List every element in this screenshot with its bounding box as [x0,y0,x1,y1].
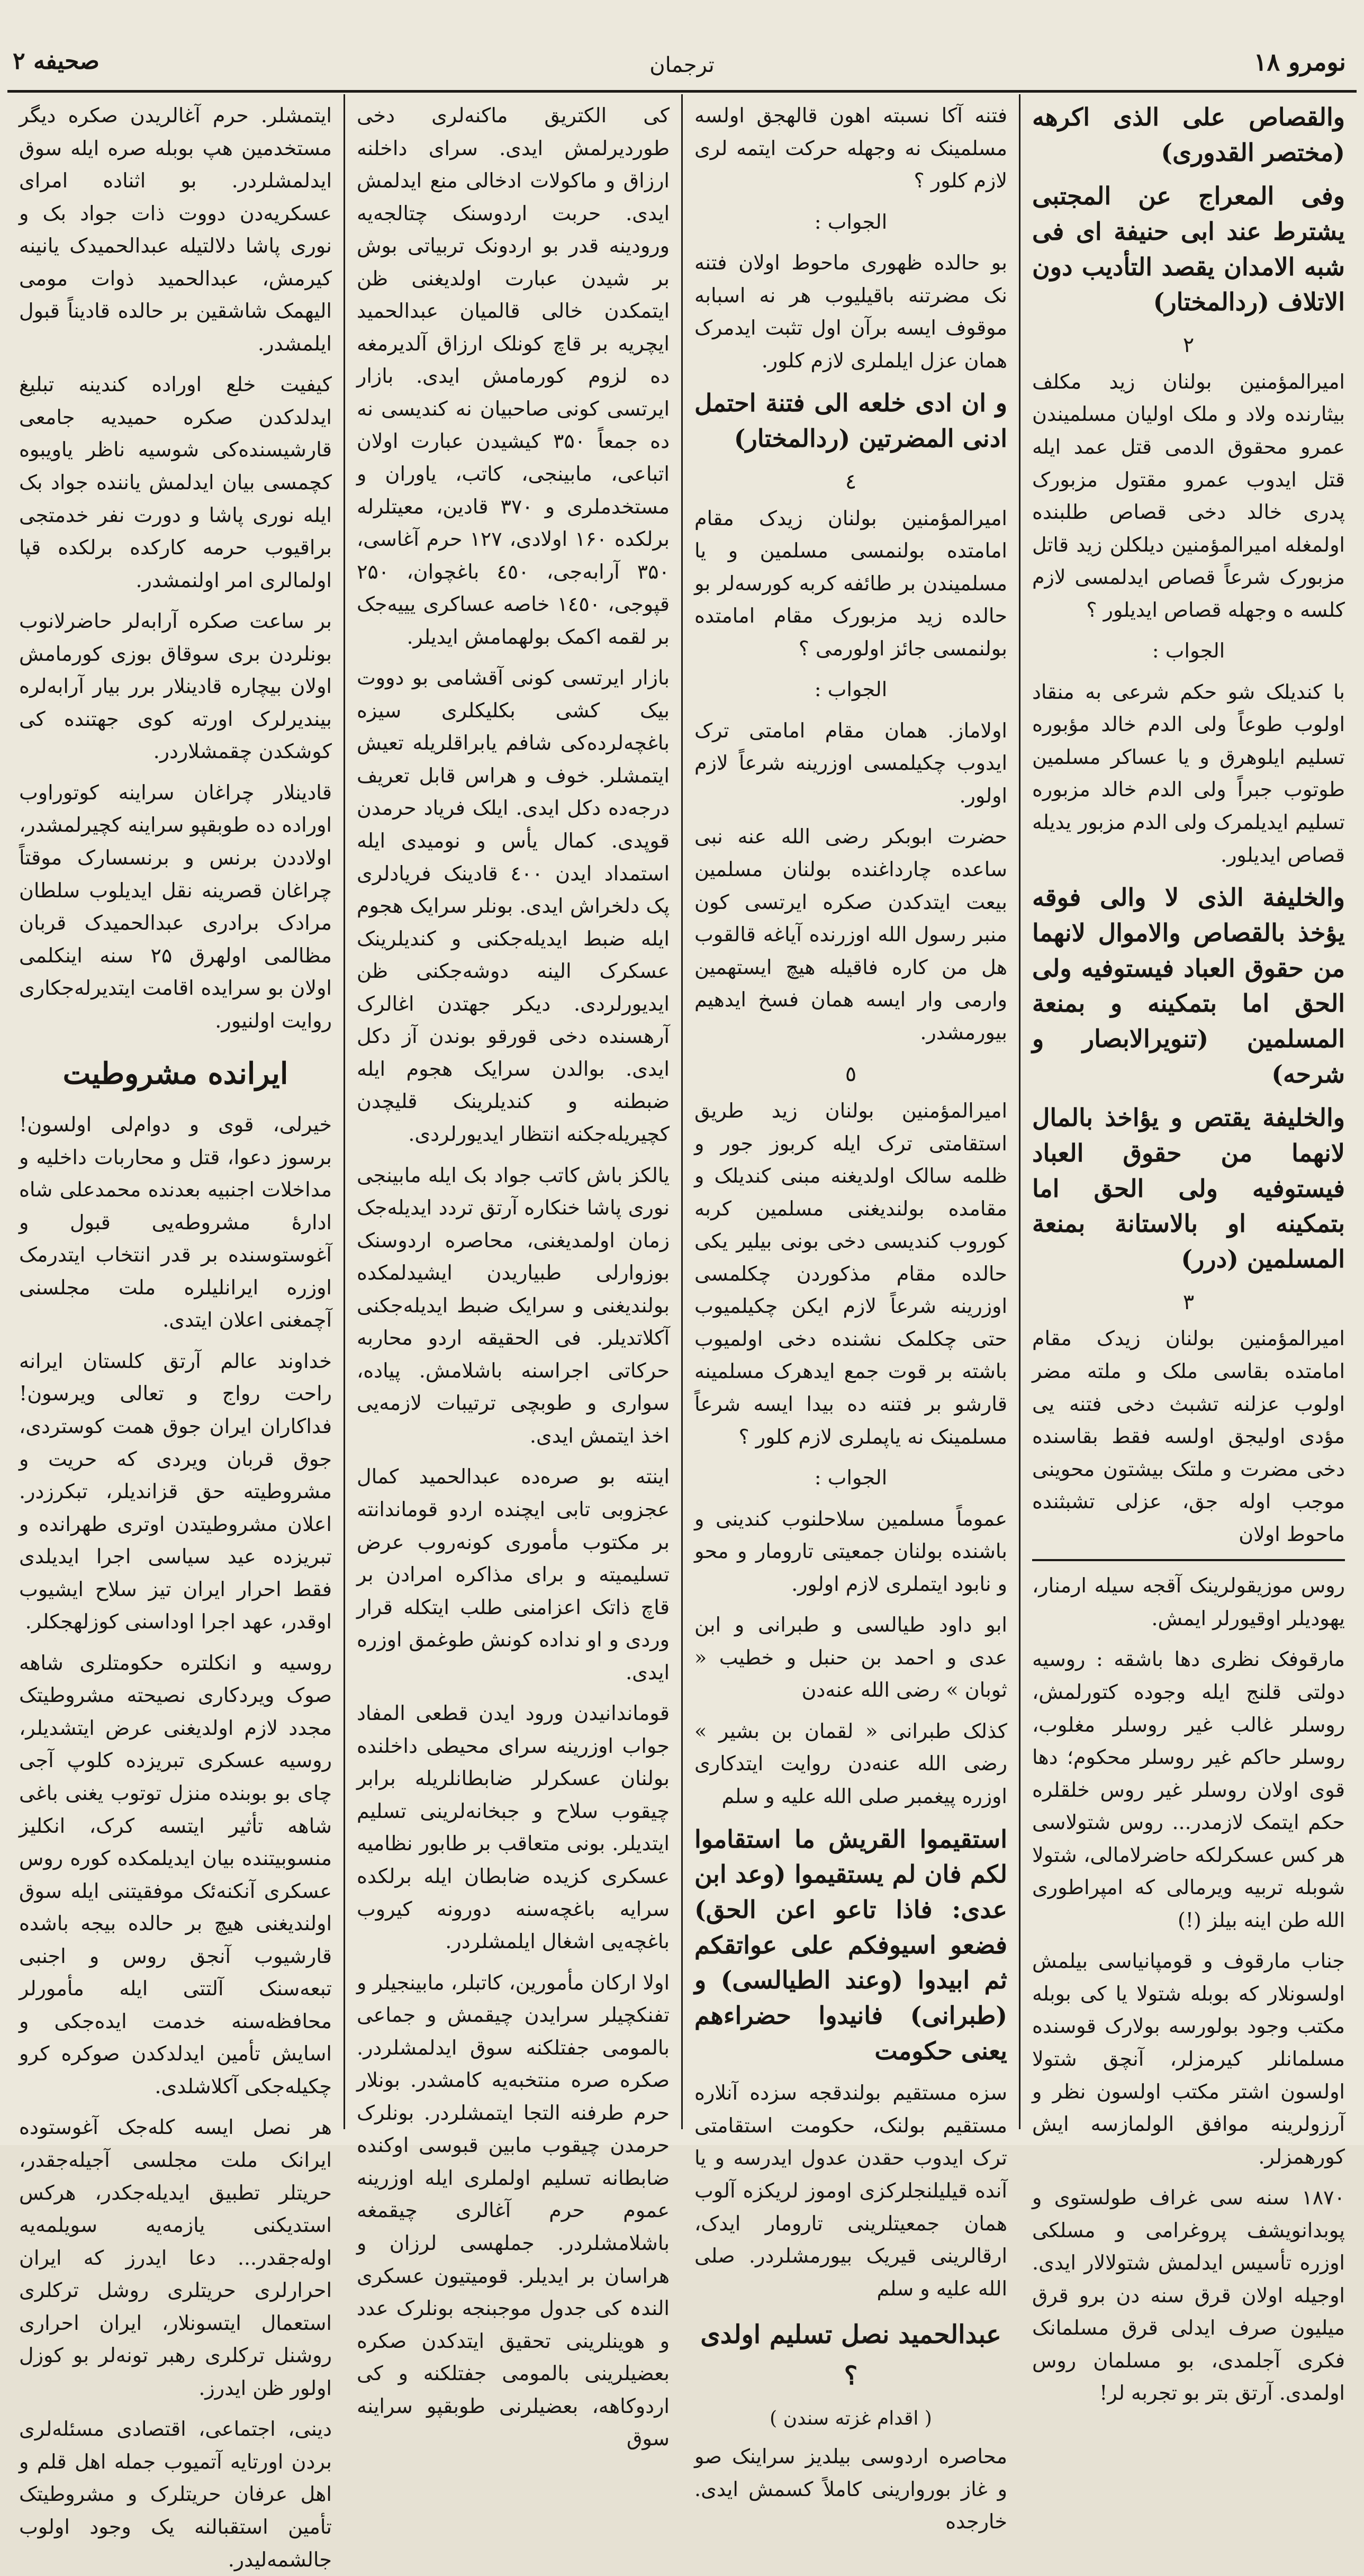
article-paragraph: خیرلی، قوی و دوام‌لی اولسون! برسوز دعوا، قتل و محاربات داخلیه و مداخلات اجنبیه بعدنده محمدعلی شاه ادارهٔ مشروطه‌یی قبول و آغوستوسنده بر قدر انتخاب ایتدرمک اوزره ایرانلیلره ملت مجلسنی آچمغنی اعلان ایتدی. [19,1113,332,1332]
article-paragraph: هر نصل ایسه کله‌جک آغوستوده ایرانک ملت مجلسی آجیله‌جقدر، حریتلر تطبیق ایدیله‌جکدر، هرکس استدیکنی یازمه‌یه سویلمه‌یه اوله‌جقدر... دعا ایدرز که ایران احرارلری حریتلری روشل ترکلری استعمال ایتسونلار، ایران احراری روشنل ترکلری رهبر تونه‌لر بو کوزل اولور ظن ایدرز. [19,2115,332,2400]
hadith-citation: استقیموا القریش ما استقاموا لکم فان لم یستقیموا (وعد ابن عدی: فاذا تاعو اعن الحق) فضعو اسیوفکم علی عواتقکم ثم ابیدوا (وعند الطیالسی) و (طبرانی) فانیدوا حضراءهم یعنی حکومت [694,1824,1007,2065]
issue-number: نومرو ۱۸ [1253,48,1346,76]
article-paragraph: کیفیت خلع اوراده کندینه تبلیغ ایدلدکدن صکره حمیدیه جامعی قارشیسنده‌کی شوسیه ناظر یاویبوه کچمسی بیان ایدلمش یاننده جواد بک ایله نوری پاشا و دورت نفر خدمتجی براقیوب حرمه کارکده برلکده قپا اولمالری امر اولنمشدر. [19,373,332,592]
fatwa-citation-3: والخلیفة الذی لا والی فوقه یؤخذ بالقصاص والاموال لانهما من حقوق العباد فیستوفیه ولی الحق اما بتمکینه و بمنعة المسلمین (تنویرالابصار و شرحه) [1032,883,1345,1088]
article-source: ( اقدام غزته سندن ) [770,2407,932,2429]
fatwa-answer: عموماً مسلمین سلاحلنوب کندینی و باشنده بولنان جمعیتی تارومار و محو و نابود ایتملری لازم اولور. [694,1507,1007,1596]
fatwa-citation-4: والخلیفة یقتص و یؤاخذ بالمال لانهما من حقوق العباد فیستوفیه ولی الحق اما بتمکینه او بالاستانة بمنعة المسلمین (درر) [1032,1103,1345,1273]
fatwa-citation-2: وفی المعراج عن المجتبی یشترط عند ابی حنیفة ای فی شبه الامدان یقصد التأدیب دون الاتلاف (ردالمختار) [1032,182,1345,317]
article-paragraph: مارقوفک نظری دها باشقه : روسیه دولتی قلنج ایله وجوده کتورلمش، روسلر غالب غیر روسلر مغلوب، روسلر حاکم غیر روسلر محکوم؛ دها قوی اولان روسلر غیر روس خلقلره حکم ایتمک لازمدر... روس شتولاسی هر کس عسکرلکه حاضرلامالی، شتولا شوبله تربیه ویرمالی که امپراطوری الله طن اینه بیلز (!) [1032,1647,1345,1932]
fatwa-answer: با کندیلک شو حکم شرعی به منقاد اولوب طوعاً ولی الدم خالد مؤبوره تسلیم ایلوهرق و یا عساکر مسلمین طوتوب جبراً ولی الدم خالد مزبوره تسلیم ایدیلمرک ولی الدم مزبور یدیله قصاص ایدیلور. [1032,680,1345,867]
article-paragraph: اولا ارکان مأمورین، کاتبلر، مابینجیلر و تفنکچیلر سرایدن چیقمش و جماعی بالمومی جفتلکنه سوق ایدلمشلردر. صکره صره منتخبه‌یه کامشدر. بونلار حرم طرفنه التجا ایتمشلردر. بونلرک حرمدن چیقوب مابین قبوسی اوکنده ضابطانه تسلیم اولملری ایله اوزرینه عموم حرم آغالری چیقمغه باشلامشلردر. جملهسی لرزان و هراسان بر ایدیلر. قومیتیون عسکری الندہ کی جدول موجبنجه بونلرک عدد و هوینلرینی تحقیق ایتدکدن صکره بعضیلرینی بالمومی جفتلکنه و کی اردوکاهه، بعضیلرنی طوبقپو سراینه سوق [357,1970,670,2451]
article-paragraph: محاصره اردوسی بیلدیز سراینک صو و غاز بوروارینی کاملاً کسمش ایدی. خارجده [694,2445,1007,2534]
fatwa-question: امیرالمؤمنین بولنان زید مکلف بیثارنده ولاد و ملک اولیان مسلمیندن عمرو محقوق الدمی قتل عمد ایله قتل ایدوب عمرو مقتول مزبورک پدری خالد دخی قصاص طلبنده اولمغله امیرالمؤمنین دیلکلن زید قاتل مزبورک شرعاً قصاص ایدلمسی لازم کلسه ه وجهله قصاص ایدیلور ؟ [1032,370,1345,622]
newspaper-title: ترجمان [649,53,715,77]
column-1 [1019,94,1357,2405]
article-paragraph: کی الکتریق ماکنه‌لری دخی طوردیرلمش ایدی. سرای داخلنه ارزاق و ماکولات ادخالی منع ایدلمش ایدی. حربت اردوسنک چتالجه‌یه ورودینه قدر بو اردونک تربیاتی بوش بر شیدن عبارت اولدیغنی ظن ایتمکدن خالی قالمیان عبدالحمید ایچریه بر قاچ کونلک ارزاق آلدیرمغه ده لزوم کورمامش ایدی. بازار ایرتسی کونی صاحبیان نه کندیسی نه ده جمعاً ۳۵۰ کیشیدن عبارت اولان اتباعی، مابینجی، کاتب، یاوران و مستخدملری و ۳۷۰ قادین، معیتلرله برلکده ۱۶۰ اولادی، ۱۲۷ حرم آغاسی، ۳۵۰ آرابه‌جی، ٤٥٠ باغچوان، ۲۵۰ قپوجی، ۱٤٥۰ خاصه عساکری یییه‌جک بر لقمه اکمک بولهمامش ایدیلر. [357,104,670,648]
fatwa-question: امیرالمؤمنین بولنان زیدک مقام امامتده بقاسی ملک و ملته مضر اولوب عزلنه تشبث دخی فتنه یی مؤدی اولیجق اولسه فقط بقاسنده دخی مضرت و ملتک بیشتون محوینی موجب اوله جق، عزلی تشبثنده ماحوط اولان [1032,1327,1345,1546]
article-paragraph: حضرت ابوبکر رضی الله عنه نبی ساعده چارداغنده بولنان مسلمین بیعت ایتدکدن صکره ایرتسی کون منبر رسول الله اوزرنده آیاغه قالقوب هل من کاره فاقیله هیچ ایستهمین وارمی وار ایسه همان فسخ ایدهیم بیورمشدر. [694,825,1007,1044]
answer-label: الجواب : [814,678,888,701]
article-paragraph: بازار ایرتسی کونی آقشامی بو دووت بیک کشی بکلیکلری سیزه باغچه‌لرده‌کی شافم یابراقلریله تعیش ایتمشلر. خوف و هراس قابل تعریف درجه‌ده دکل ایدی. ایلک فریاد حرمدن قوپدی. کمال یأس و نومیدی ایله استمداد ایدن ٤٠٠ قادینک فریادلری پک دلخراش ایدی. بونلر سرایک هجوم ایله ضبط ایدیله‌جکنی و کندیلرینک عسکرک الینه دوشه‌جکنی ظن ایدیورلردی. دیکر جهتدن اغالرک آرهسنده دخی قورقو بوندن آز دکل ایدی. بوالدن سرایک هجوم ایله ضبطنه و کندیلرینک قلیچدن کچیریله‌جکنه انتظار ایدیورلردی. [357,666,670,1146]
fatwa-answer: اولاماز. همان مقام امامتی ترک ایدوب چکیلمسی اوزرینه شرعاً لازم اولور. [694,718,1007,807]
article-paragraph: یالکز باش کاتب جواد بک ایله مابینجی نوری پاشا خنکاره آرتق تردد ایدیله‌جک زمان اولمدیغنی، محاصره اردوسنک بوزوارلی طبیاریدن ایشیدلمکده بولندیغنی و سرایک ضبط ایدیله‌جکنی آکلاتدیلر. فی الحقیقه اردو محاربه حرکاتی اجراسنه باشلامش. پیاده، سواری و طوبچی ترتیبات لازمه‌یی اخذ ایتمش ایدی. [357,1163,670,1447]
answer-label: الجواب : [814,210,888,233]
section-number: ٤ [845,469,857,494]
article-paragraph: ابو داود طیالسی و طبرانی و ابن عدی و احمد بن حنبل و خطیب « ثوبان » رضی الله عنه‌دن [694,1613,1007,1702]
article-paragraph: کذلک طبرانی « لقمان بن بشیر » رضی الله عنه‌دن روایت ایتدکاری اوزره پیغمبر صلی الله علیه و سلم [694,1719,1007,1808]
article-heading: ایرانده مشروطیت [62,1056,288,1092]
answer-label: الجواب : [1152,639,1225,663]
page-header [7,21,1357,93]
fatwa-citation-1: والقصاص علی الذی اکرهه (مختصر القدوری) [1032,103,1345,167]
fatwa-citation: و ان ادی خلعه الی فتنة احتمل ادنی المضرتین (ردالمختار) [694,389,1007,453]
article-paragraph: جناب مارقوف و قومپانیاسی بیلمش اولسونلار که بوبله شتولا یا کی بوبله مکتب وجود بولورسه بولارک قوسنده مسلمانلر کیرمزلر، آنچق شتولا اولسون اشتر مکتب اولسون نظر و آرزولرینه موافق الولمازسه ایش کورهمزلر. [1032,1949,1345,2168]
fatwa-question: امیرالمؤمنین بولنان زیدک مقام امامتده بولنمسی مسلمین و یا مسلمیندن بر طائفه کربه کورسه‌لر بو حالده زید مزبورک مقام امامتده بولنمسی جائز اولورمی ؟ [694,506,1007,660]
article-paragraph: اینته بو صره‌ده عبدالحمید کمال عجزوبی تابی ایچنده اردو قوماندانته بر مکتوب مأموری کونه‌روب عرض تسلیمیته و برای مذاکره امرادن بر قاچ ذاتک اعزامنی طلب ایتکله قرار وردی و او نداده کونش طوغمق اوزره ایدی. [357,1465,670,1684]
article-paragraph: قادینلار چراغان سراینه کوتوراوب اوراده ده طوبقپو سراینه کچیرلمشدر، اولاددن برنس و برنسسارک موقتاً چراغان قصرینه نقل ایدیلوب سلطان مرادک برادری عبدالحمیدک قربان مظالمی اولهرق ۲۵ سنه اینکلمی اولان بو سرایده اقامت ایتدیرله‌جکاری روایت اولنیور. [19,780,332,1032]
columns [7,94,1357,2571]
column-3 [344,94,681,2451]
article-paragraph: روس موزیقولرینک آقجه سیله ارمنار، یهودیلر اوقیورلر ایمش. [1032,1574,1345,1630]
fatwa-question: فتنه آکا نسبته اهون قالهجق اولسه مسلمینک نه وجهله حرکت ایتمه لری لازم کلور ؟ [694,104,1007,193]
article-paragraph: روسیه و انکلتره حکومتلری شاهه صوک ویردکاری نصیحته مشروطیتک مجدد لازم اولدیغنی عرض ایتشدیلر، روسیه عسکری تبریزده کلوپ آجی چای بو بوبنده منزل توتوب یغنی باغی شاهه تأثیر ایتسه کرک، انکلیز منسوبیتنده بیان ایدیلمکده کوره روس عسکری آنکنه‌ئک موفقیتنی ایله سوق اولندیغنی هیچ بر حالده بیجه باشده قارشیوب آنجق روس و اجنبی تبعه‌سنک آلتتی ایله مأمورلر محافظه‌سنه خدمت ایده‌جکی و اسایش تأمین ایدلدکدن صوکره کرو چکیله‌جکی آکلاشلدی. [19,1651,332,2098]
article-paragraph: دینی، اجتماعی، اقتصادی مسئله‌لری بردن اورتایه آتمیوب جمله اهل قلم و اهل عرفان حریتلرک و مشروطیتک تأمین استقبالنه یک وجود اولوب جالشمه‌لیدر. [19,2417,332,2571]
article-paragraph: قوماندانیدن ورود ایدن قطعی المفاد جواب اوزرینه سرای محیطی داخلنده بولنان عسکرلر ضابطانلریله برابر چیقوب سلاح و جبخانه‌لرینی تسلیم ایتدیلر. بونی متعاقب بر طابور نظامیه عسکری کزیده ضابطان ایله برلکده سرایه باغچه‌سنه دورونه کیروب باغچه‌یی اشغال ایلمشلردر. [357,1701,670,1953]
article-paragraph: خداوند عالم آرتق کلستان ایرانه راحت رواج و تعالی ویرسون! فداکاران ایران جوق همت کوستردی، جوق قربان ویردی که حریت و مشروطیته حق قزاندیلر، تبکرزدر. اعلان مشروطیتدن اوتری طهرانده و تبریزده عید سیاسی اجرا ایدیلدی فقط احرار ایران تیز سلاح ایشیوب اوقدر، عهد اجرا اوداسنی کوزلهجکلر. [19,1349,332,1634]
section-number: ٥ [845,1062,857,1087]
article-paragraph: ایتمشلر. حرم آغالریدن صکره دیگر مستخدمین هپ بوبله صره ایله سوق ایدلمشلردر. بو اثناده امرای عسکریه‌دن دووت ذات جواد بک و نوری پاشا دلالتیله عبدالحمیدک یانینه کیرمش، عبدالحمید ذوات مومی الیهمک شاشقین بر حالده قادیناً قبول ایلمشدر. [19,104,332,355]
section-number: ۳ [1182,1290,1195,1314]
answer-label: الجواب : [814,1466,888,1490]
article-paragraph: ۱۸۷۰ سنه سی غراف طولستوی و پوبدانویشف پروغرامی و مسلکی اوزره تأسیس ایدلمش شتولالار ایدی. اوجیله اولان قرق سنه دن برو قرق میلیون صرف ایدلی قرق مسلمانک فکری آجلمدی، بو مسلمان روس اولمدی. آرتق بتر بو تجربه لر! [1032,2186,1345,2405]
section-divider [1032,1559,1345,1561]
article-paragraph: بر ساعت صکره آرابه‌لر حاضرلانوب بونلردن بری سوقاق بوزی کورمامش اولان بیچاره قادینلار برر بیار آرابه‌لره بیندیرلرک اورته کوی جهتنده کی کوشکدن چقمشلاردر. [19,609,332,763]
column-4 [7,94,344,2571]
article-paragraph: سزه مستقیم بولندقجه سزده آنلاره مستقیم بولنک، حکومت استقامتی ترک ایدوب حقدن عدول ایدرسه و یا آنده قیلیلنجلرکزی اوموز لریکزه آلوب همان جمعیتلرینی تارومار ایدک، ارقالرینی قیریک بیورمشلردر. صلی الله علیه و سلم [694,2081,1007,2300]
section-number: ۲ [1182,333,1195,358]
column-2 [681,94,1019,2534]
fatwa-question: امیرالمؤمنین بولنان زید طریق استقامتی ترک ایله کربوز جور و ظلمه سالک اولدیغنه مبنی کندیلک و مقامده بولندیغنی مسلمین کربه کوروب کندیسی دخی بونی بیلیر یکی حالده مقام مذکوردن چکلمسی اوزرینه شرعاً لازم ایکن چکیلمیوب حتی چکلمک نشنده دخی اولمیوب باشته بر قوت جمع ایدهرک مسلمینه قارشو بر فتنه ده بیدا ایسه شرعاً مسلمینک نه یاپملری لازم کلور ؟ [694,1099,1007,1448]
fatwa-answer: بو حالده ظهوری ماحوط اولان فتنه نک مضرتنه باقیلیوب هر نه اسبابه موقوف ایسه برآن اول تثبت ایدمرک همان عزل ایلملری لازم کلور. [694,251,1007,372]
article-heading: عبدالحمید نصل تسلیم اولدی ؟ [700,2320,1001,2391]
page-number-label: صحیفه ۲ [13,48,100,75]
